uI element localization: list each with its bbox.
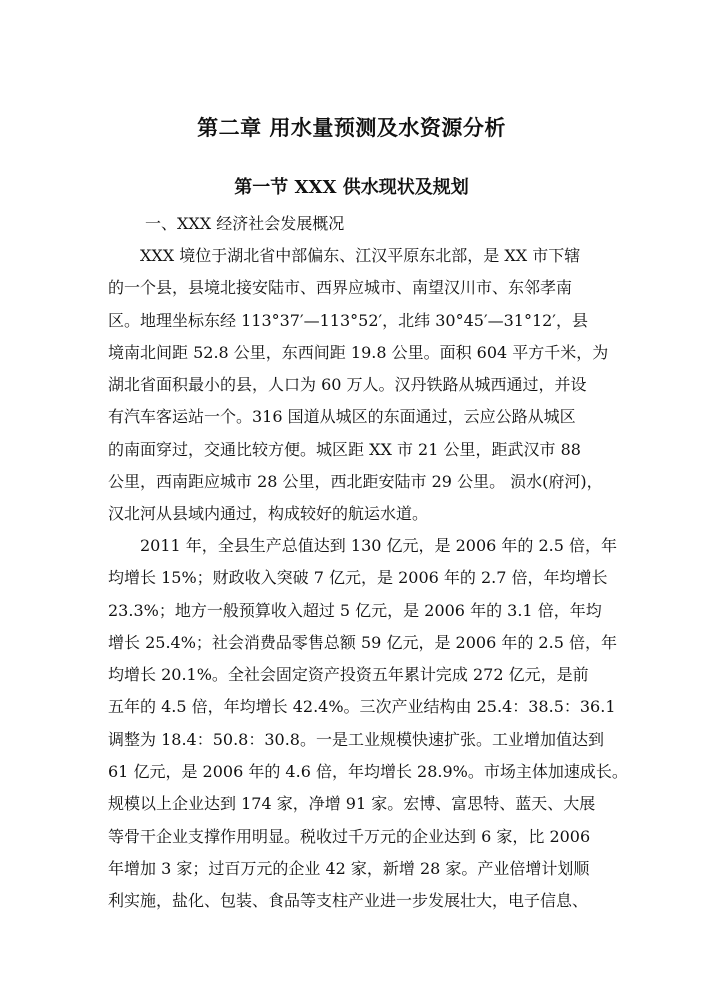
text-line: 均增长 20.1%。全社会固定资产投资五年累计完成 272 亿元，是前 — [108, 665, 589, 685]
subsection-heading: 一、XXX 经济社会发展概况 — [145, 214, 345, 233]
chapter-title: 第二章 用水量预测及水资源分析 — [197, 115, 506, 140]
text-line: 的一个县，县境北接安陆市、西界应城市、南望汉川市、东邻孝南 — [108, 278, 573, 298]
text-line: 汉北河从县域内通过，构成较好的航运水道。 — [108, 504, 429, 524]
text-line: 利实施，盐化、包装、食品等支柱产业进一步发展壮大，电子信息、 — [108, 891, 589, 911]
paragraph-economy — [108, 530, 628, 918]
text-line: 有汽车客运站一个。316 国道从城区的东面通过，云应公路从城区 — [108, 407, 576, 427]
text-line: 的南面穿过，交通比较方便。城区距 XX 市 21 公里，距武汉市 88 — [108, 439, 581, 459]
text-line: XXX 境位于湖北省中部偏东、江汉平原东北部，是 XX 市下辖 — [140, 246, 581, 265]
text-line: 年增加 3 家；过百万元的企业 42 家，新增 28 家。产业倍增计划顺 — [108, 858, 590, 878]
text-line: 调整为 18.4：50.8：30.8。一是工业规模快速扩张。工业增加值达到 — [108, 729, 604, 749]
section-title: 第一节 XXX 供水现状及规划 — [234, 177, 469, 198]
text-line: 均增长 15%；财政收入突破 7 亿元，是 2006 年的 2.7 倍，年均增长 — [108, 568, 608, 588]
paragraph-location — [108, 240, 608, 531]
text-line: 境南北间距 52.8 公里，东西间距 19.8 公里。面积 604 平方千米，为 — [108, 342, 609, 362]
text-line: 规模以上企业达到 174 家，净增 91 家。宏博、富思特、蓝天、大展 — [108, 794, 596, 814]
text-line: 公里，西南距应城市 28 公里，西北距安陆市 29 公里。 涢水(府河)， — [108, 472, 603, 492]
text-line: 湖北省面积最小的县，人口为 60 万人。汉丹铁路从城西通过，并设 — [108, 375, 587, 395]
text-line: 增长 25.4%；社会消费品零售总额 59 亿元，是 2006 年的 2.5 倍，年 — [108, 632, 617, 652]
text-line: 等骨干企业支撑作用明显。税收过千万元的企业达到 6 家，比 2006 — [108, 826, 591, 846]
text-line: 23.3%；地方一般预算收入超过 5 亿元，是 2006 年的 3.1 倍，年均 — [108, 600, 602, 620]
text-line: 2011 年，全县生产总值达到 130 亿元，是 2006 年的 2.5 倍，年 — [140, 536, 618, 555]
text-line: 区。地理坐标东经 113°37′—113°52′，北纬 30°45′—31°12′，县 — [108, 310, 588, 330]
text-line: 61 亿元，是 2006 年的 4.6 倍，年均增长 28.9%。市场主体加速成长。 — [108, 762, 628, 782]
text-line: 五年的 4.5 倍，年均增长 42.4%。三次产业结构由 25.4：38.5：36.1 — [108, 697, 616, 717]
